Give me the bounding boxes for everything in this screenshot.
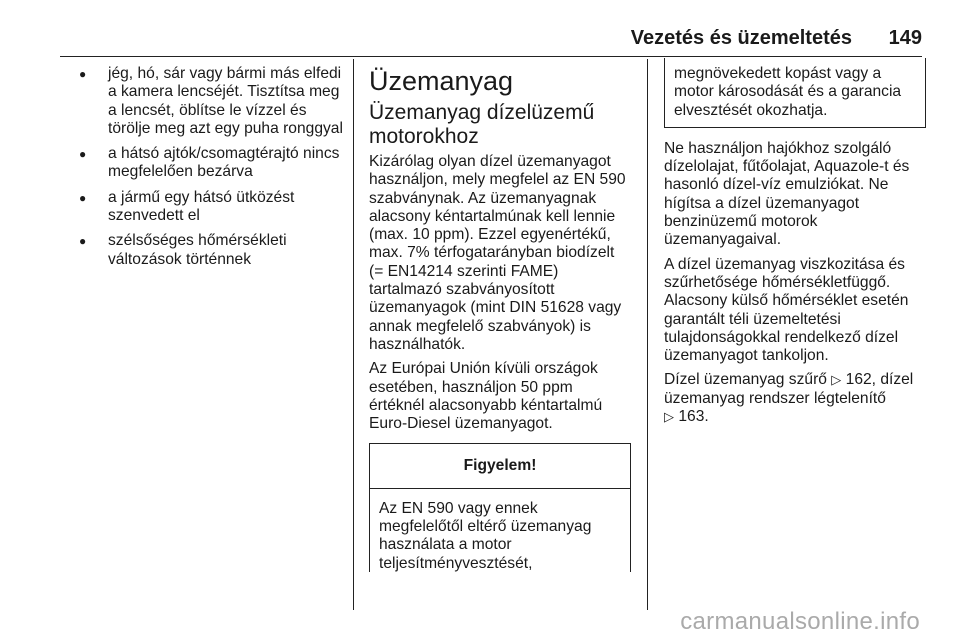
paragraph: Ne használjon hajókhoz szolgáló dízelolajat, fűtőolajat, Aquazole-t és hasonló dízel-víz emulziókat. Ne hígítsa a dízel üzemanyagot benzinüzemű motorok üzemanyagaival. bbox=[664, 139, 910, 249]
page-reference-link[interactable]: 162 bbox=[845, 371, 872, 389]
warning-title: Figyelem! bbox=[370, 444, 630, 488]
page-reference-icon: ▷ bbox=[831, 372, 842, 388]
bullet-list bbox=[82, 65, 344, 269]
warning-text: Az EN 590 vagy ennek megfelelőtől eltérő üzemanyag használata a motor teljesítményvesztését, bbox=[379, 499, 592, 572]
page-reference-icon: ▷ bbox=[664, 409, 674, 425]
list-item: ● szélsőséges hőmérsékleti változások történnek bbox=[82, 232, 344, 269]
page-header bbox=[0, 27, 960, 57]
warning-box bbox=[369, 443, 631, 572]
page-number: 149 bbox=[888, 27, 922, 49]
watermark: carmanualsonline.info bbox=[680, 608, 920, 635]
paragraph: Kizárólag olyan dízel üzemanyagot használjon, mely megfelel az EN 590 szabványnak. Az üzemanyagnak alacsony kéntartalmúnak kell lennie (max. 10 ppm). Ezzel egyenértékű, max. 7% térfogatarányban biodízelt (= EN14214 szerinti FAME) tartalmazó szabványosított üzemanyagok (mint DIN 51628 vagy annak megfelelő szabványok) is használhatók. bbox=[369, 153, 626, 353]
paragraph: A dízel üzemanyag viszkozitása és szűrhetősége hőmérsékletfüggő. Alacsony külső hőmérséklet esetén garantált téli üzemeltetési tulajdonságokkal rendelkező dízel üzemanyagot tankoljon. bbox=[664, 255, 909, 365]
column-3 bbox=[664, 65, 926, 432]
paragraph-with-refs bbox=[664, 371, 926, 426]
paragraph: Az Európai Unión kívüli országok esetében, használjon 50 ppm értéknél alacsonyabb kéntartalmú Euro-Diesel üzemanyagot. bbox=[369, 360, 603, 433]
column-divider-2 bbox=[647, 59, 648, 610]
paragraph-text: , dízel üzemanyag rendszer légtelenítő bbox=[664, 371, 914, 407]
column-divider-1 bbox=[353, 59, 354, 610]
list-item: ● jég, hó, sár vagy bármi más elfedi a kamera lencséjét. Tisztítsa meg a lencsét, öblítse le vízzel és törölje meg azt egy puha ronggyal bbox=[82, 65, 344, 138]
paragraph-text: Dízel üzemanyag szűrő bbox=[664, 371, 827, 389]
list-item: ● a jármű egy hátsó ütközést szenvedett el bbox=[82, 189, 344, 226]
warning-box-continued: megnövekedett kopást vagy a motor károsodását és a garancia elvesztését okozhatja. bbox=[664, 58, 926, 128]
paragraph-text: . bbox=[704, 408, 709, 426]
list-item: ● a hátsó ajtók/csomagtérajtó nincs megfelelően bezárva bbox=[82, 145, 344, 182]
column-1 bbox=[82, 65, 344, 276]
page-reference-link[interactable]: 163 bbox=[678, 408, 705, 426]
header-rule bbox=[60, 56, 922, 57]
column-2 bbox=[369, 65, 631, 572]
main-heading: Üzemanyag bbox=[369, 66, 514, 96]
sub-heading: Üzemanyag dízelüzemű motorokhoz bbox=[369, 101, 595, 148]
section-title: Vezetés és üzemeltetés bbox=[630, 27, 852, 49]
